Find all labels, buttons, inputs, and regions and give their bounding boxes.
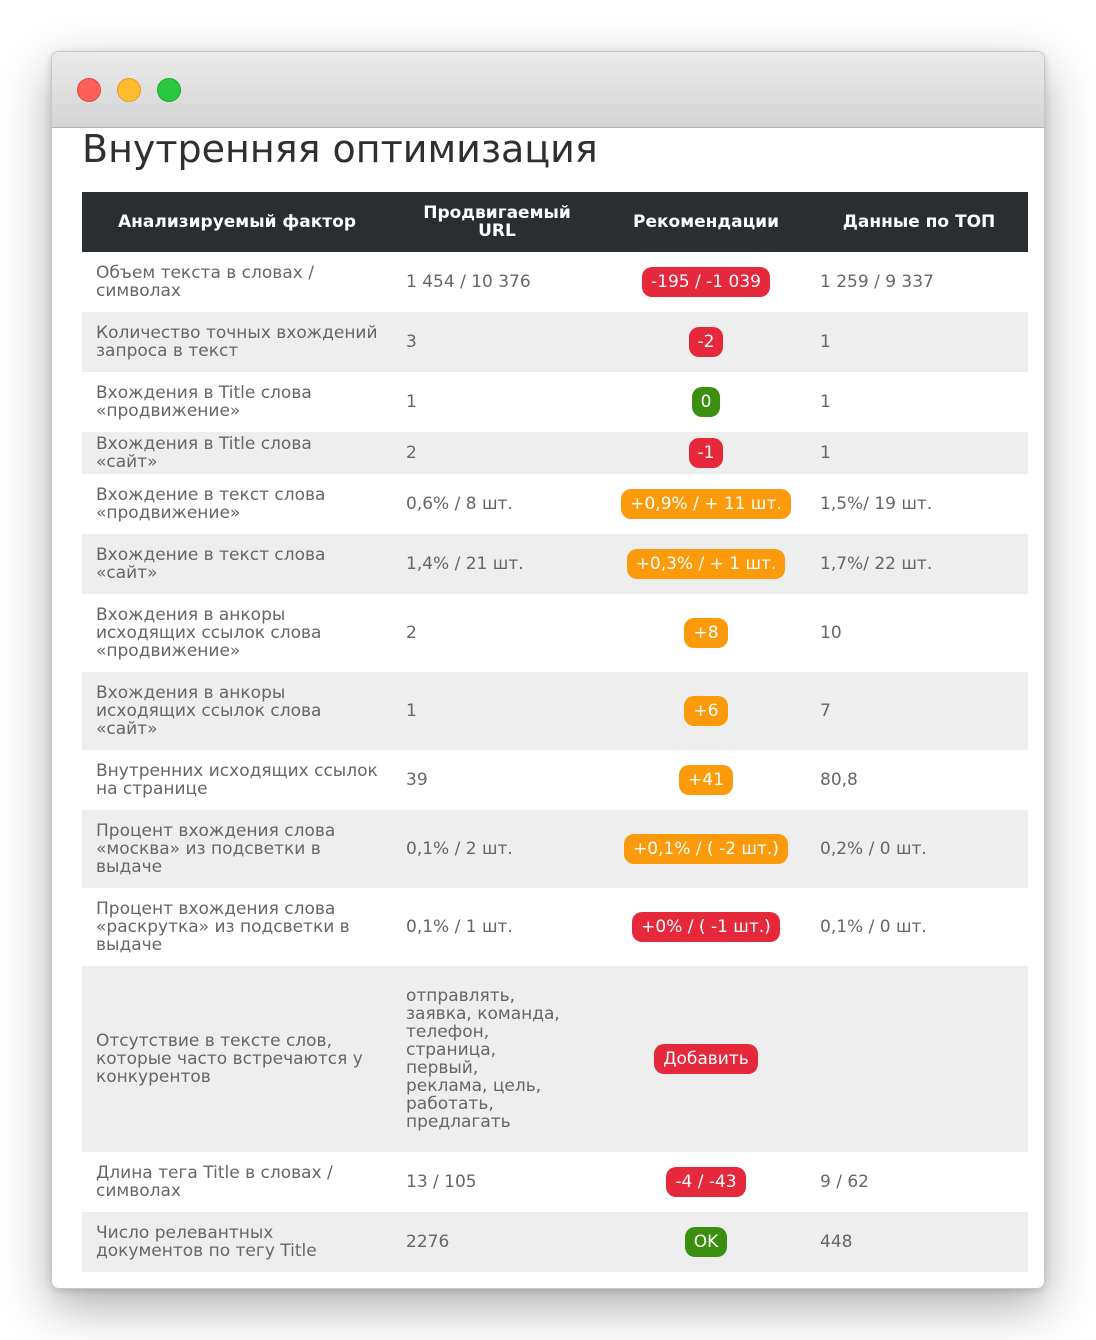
close-window-icon[interactable] bbox=[77, 78, 101, 102]
cell-factor: Процент вхождения слова «раскрутка» из подсветки в выдаче bbox=[96, 899, 350, 955]
cell-factor: Процент вхождения слова «москва» из подсветки в выдаче bbox=[96, 821, 336, 877]
table-row bbox=[82, 672, 1028, 750]
zoom-window-icon[interactable] bbox=[157, 78, 181, 102]
cell-url-value: 1 bbox=[406, 392, 417, 412]
table-row bbox=[82, 312, 1028, 372]
cell-recommendation bbox=[602, 594, 810, 672]
browser-window bbox=[51, 51, 1045, 1289]
cell-url-value: 2276 bbox=[406, 1232, 450, 1252]
cell-top-value: 1 bbox=[820, 332, 831, 352]
window-titlebar bbox=[52, 52, 1044, 128]
recommendation-badge: +0,9% / + 11 шт. bbox=[621, 489, 791, 519]
cell-factor: Отсутствие в тексте слов, которые часто встречаются у конкурентов bbox=[96, 1031, 363, 1087]
recommendation-badge: Добавить bbox=[654, 1044, 758, 1074]
header-top: Данные по ТОП bbox=[842, 212, 996, 232]
recommendation-badge: +41 bbox=[679, 765, 733, 795]
cell-recommendation bbox=[602, 432, 810, 474]
cell-top-value bbox=[810, 966, 1028, 1152]
table-row bbox=[82, 888, 1028, 966]
cell-top-value: 1 bbox=[820, 392, 831, 412]
cell-url-value: 0,6% / 8 шт. bbox=[406, 494, 513, 514]
recommendation-badge: OK bbox=[685, 1227, 728, 1257]
cell-url-value: 0,1% / 2 шт. bbox=[406, 839, 513, 859]
cell-top-value: 1 259 / 9 337 bbox=[820, 272, 934, 292]
header-factor: Анализируемый фактор bbox=[118, 212, 356, 232]
cell-factor: Вхождения в Title слова «продвижение» bbox=[96, 383, 312, 421]
cell-url-value: 2 bbox=[406, 623, 417, 643]
header-recommendations: Рекомендации bbox=[632, 212, 779, 232]
table-row bbox=[82, 432, 1028, 474]
cell-url-value: 13 / 105 bbox=[406, 1172, 477, 1192]
table-row bbox=[82, 534, 1028, 594]
cell-url-value: 1,4% / 21 шт. bbox=[406, 554, 524, 574]
optimization-table bbox=[82, 192, 1028, 1272]
cell-recommendation bbox=[602, 672, 810, 750]
table-header-row bbox=[82, 192, 1028, 252]
cell-url-value: 1 454 / 10 376 bbox=[406, 272, 531, 292]
cell-top-value: 10 bbox=[820, 623, 842, 643]
cell-factor: Внутренних исходящих ссылок на странице bbox=[96, 761, 378, 799]
cell-url-value: 2 bbox=[406, 443, 417, 463]
cell-recommendation bbox=[602, 888, 810, 966]
recommendation-badge: -4 / -43 bbox=[666, 1167, 745, 1197]
minimize-window-icon[interactable] bbox=[117, 78, 141, 102]
cell-top-value: 80,8 bbox=[820, 770, 858, 790]
cell-factor: Вхождение в текст слова «продвижение» bbox=[96, 485, 326, 523]
recommendation-badge: +0,3% / + 1 шт. bbox=[627, 549, 786, 579]
table-row bbox=[82, 750, 1028, 810]
recommendation-badge: +0% / ( -1 шт.) bbox=[632, 912, 780, 942]
cell-recommendation bbox=[602, 1152, 810, 1212]
table-row bbox=[82, 594, 1028, 672]
table-row bbox=[82, 1212, 1028, 1272]
table-row bbox=[82, 252, 1028, 312]
table-row bbox=[82, 1152, 1028, 1212]
table-row bbox=[82, 966, 1028, 1152]
cell-top-value: 1,7%/ 22 шт. bbox=[820, 554, 933, 574]
cell-top-value: 1,5%/ 19 шт. bbox=[820, 494, 933, 514]
recommendation-badge: -2 bbox=[689, 327, 724, 357]
table-row bbox=[82, 474, 1028, 534]
cell-factor: Число релевантных документов по тегу Title bbox=[96, 1223, 317, 1261]
cell-top-value: 0,2% / 0 шт. bbox=[820, 839, 927, 859]
cell-recommendation bbox=[602, 966, 810, 1152]
cell-top-value: 1 bbox=[820, 443, 831, 463]
cell-recommendation bbox=[602, 534, 810, 594]
cell-top-value: 7 bbox=[820, 701, 831, 721]
cell-top-value: 9 / 62 bbox=[820, 1172, 869, 1192]
cell-url-value: отправлять, заявка, команда, телефон, страница, первый, реклама, цель, работать, предлагать bbox=[406, 986, 560, 1132]
cell-top-value: 0,1% / 0 шт. bbox=[820, 917, 927, 937]
table-row bbox=[82, 372, 1028, 432]
cell-recommendation bbox=[602, 810, 810, 888]
cell-factor: Вхождения в анкоры исходящих ссылок слова «сайт» bbox=[96, 683, 322, 739]
cell-factor: Количество точных вхождений запроса в текст bbox=[96, 323, 378, 361]
table-row bbox=[82, 810, 1028, 888]
recommendation-badge: +8 bbox=[684, 618, 727, 648]
page-title: Внутренняя оптимизация bbox=[82, 127, 598, 171]
cell-url-value: 3 bbox=[406, 332, 417, 352]
recommendation-badge: -1 bbox=[689, 438, 724, 468]
page-content bbox=[82, 128, 1028, 1272]
cell-factor: Вхождения в Title слова «сайт» bbox=[96, 434, 312, 472]
cell-factor: Объем текста в словах / символах bbox=[96, 263, 314, 301]
cell-recommendation bbox=[602, 750, 810, 810]
cell-factor: Вхождение в текст слова «сайт» bbox=[96, 545, 326, 583]
cell-url-value: 0,1% / 1 шт. bbox=[406, 917, 513, 937]
recommendation-badge: +0,1% / ( -2 шт.) bbox=[624, 834, 788, 864]
cell-recommendation bbox=[602, 252, 810, 312]
cell-factor: Вхождения в анкоры исходящих ссылок слова «продвижение» bbox=[96, 605, 322, 661]
cell-recommendation bbox=[602, 312, 810, 372]
cell-recommendation bbox=[602, 474, 810, 534]
recommendation-badge: +6 bbox=[684, 696, 727, 726]
recommendation-badge: 0 bbox=[692, 387, 721, 417]
recommendation-badge: -195 / -1 039 bbox=[642, 267, 770, 297]
header-url: Продвигаемый URL bbox=[423, 203, 571, 241]
cell-factor: Длина тега Title в словах / символах bbox=[96, 1163, 333, 1201]
table-body bbox=[82, 252, 1028, 1272]
cell-url-value: 39 bbox=[406, 770, 428, 790]
cell-recommendation bbox=[602, 1212, 810, 1272]
cell-url-value: 1 bbox=[406, 701, 417, 721]
cell-recommendation bbox=[602, 372, 810, 432]
cell-top-value: 448 bbox=[820, 1232, 853, 1252]
